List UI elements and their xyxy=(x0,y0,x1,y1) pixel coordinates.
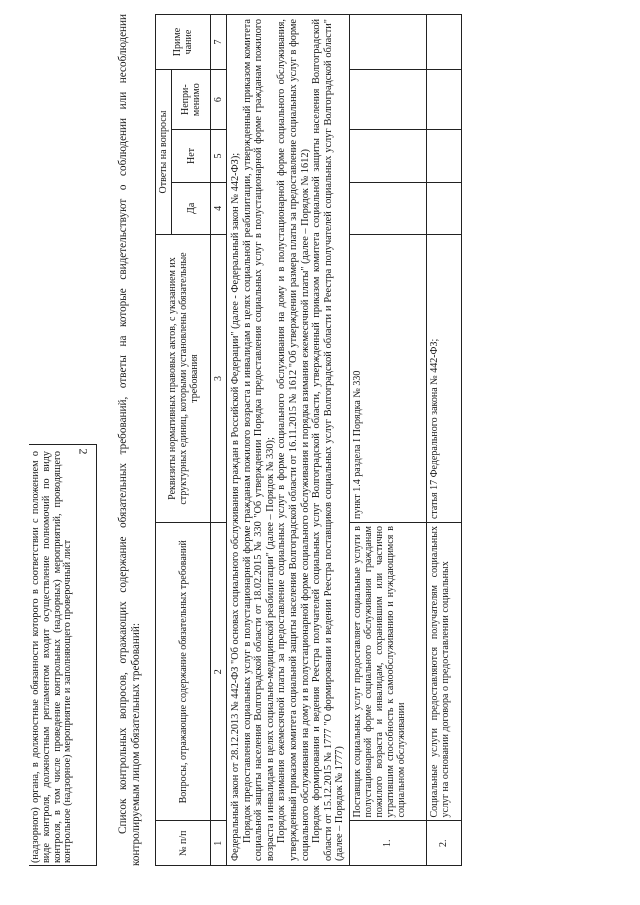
legal-basis-paragraph: Порядок предоставления социальных услуг в полустационарной форме гражданам пожилого возраста и инвалидам в целях социальной реабилитации, утвержденный приказом комитета социальной защиты населения Волгоградской области от 18.02.2015 № 330 "Об утверждении Порядка предоставления социальных услуг в полустационарной форме гражданам пожилого возраста и инвалидам в целях социально-медицинской реабилитации" (далее – Порядок № 330); xyxy=(241,19,276,861)
col-number: 5 xyxy=(211,130,227,182)
merged-legal-basis-row xyxy=(227,15,350,866)
answer-no-cell[interactable] xyxy=(426,130,461,182)
table-row xyxy=(426,15,461,866)
legal-basis-paragraph: Порядок взимания ежемесячной платы за предоставление социальных услуг в форме социального обслуживания на дому и в полустационарной форме социального обслуживания, утвержденный приказом комитета социальной защиты населения Волгоградской области от 16.11.2015 № 1612 "Об утверждении размера платы за предоставление социальных услуг в форме социального обслуживания на дому и в полустационарной форме социального обслуживания и порядка взимания ежемесячной платы" (далее – Порядок № 1612) xyxy=(276,19,311,861)
table-row xyxy=(349,15,426,866)
header-row xyxy=(156,15,172,866)
previous-table-fragment xyxy=(29,444,97,866)
legal-basis-paragraph: Порядок формирования и ведения Реестра получателей социальных услуг Волгоградской области, утвержденный приказом комитета социальной защиты населения Волгоградской области от 15.12.2015 № 1777 "О формировании и ведении Реестра поставщиков социальных услуг Волгоградской области и Реестра получателей социальных услуг Волгоградской области" (далее – Порядок № 1777) xyxy=(311,19,346,861)
row-requisite: статья 17 Федерального закона № 442-ФЗ; xyxy=(426,235,461,523)
header-not-applicable: Непри-менимо xyxy=(172,70,211,130)
intro-paragraph: Список контрольных вопросов, отражающих содержание обязательных требований, ответы на которые свидетельствуют о соблюдении или несоблюдении контролируемым лицом обязательных требований: xyxy=(117,14,142,866)
col-number: 4 xyxy=(211,182,227,234)
header-no-answer: Нет xyxy=(172,130,211,182)
header-answers: Ответы на вопросы xyxy=(156,70,172,235)
row-question: Социальные услуги предоставляются получателям социальных услуг на основании договора о предоставлении социальных xyxy=(426,523,461,821)
checklist-table xyxy=(155,14,462,866)
answer-yes-cell[interactable] xyxy=(426,182,461,234)
page-number: 2 xyxy=(76,448,91,455)
header-no: № п/п xyxy=(156,821,211,866)
header-yes: Да xyxy=(172,182,211,234)
col-number: 6 xyxy=(211,70,227,130)
row-number: 2. xyxy=(426,821,461,866)
legal-basis-paragraph: Федеральный закон от 28.12.2013 № 442-ФЗ "Об основах социального обслуживания граждан в Российской Федерации" (далее - Федеральный закон № 442-ФЗ); xyxy=(230,152,241,861)
header-questions: Вопросы, отражающие содержание обязательных требований xyxy=(156,523,211,821)
answer-na-cell[interactable] xyxy=(349,70,426,130)
answer-yes-cell[interactable] xyxy=(349,182,426,234)
legal-basis-cell xyxy=(227,15,350,866)
row-question: Поставщик социальных услуг предоставляет социальные услуги в полустационарной форме социального обслуживания гражданам пожилого возраста и инвалидам, сохранившим или частично утратившим способность к самообслуживанию и нуждающимся в социальном обслуживании xyxy=(349,523,426,821)
answer-na-cell[interactable] xyxy=(426,70,461,130)
row-number: 1. xyxy=(349,821,426,866)
col-number: 7 xyxy=(211,15,227,70)
header-note: Приме чание xyxy=(156,15,211,70)
note-cell[interactable] xyxy=(426,15,461,70)
note-cell[interactable] xyxy=(349,15,426,70)
answer-no-cell[interactable] xyxy=(349,130,426,182)
column-number-row xyxy=(211,15,227,866)
row-requisite: пункт 1.4 раздела I Порядка № 330 xyxy=(349,235,426,523)
header-requisites: Реквизиты нормативных правовых актов, с указанием их структурных единиц, которыми установлены обязательные требования xyxy=(156,235,211,523)
col-number: 1 xyxy=(211,821,227,866)
col-number: 3 xyxy=(211,235,227,523)
col-number: 2 xyxy=(211,523,227,821)
fragment-text: (надзорного) органа, в должностные обязанности которого в соответствии с положением о виде контроля, должностным регламентом входит осуществление полномочий по виду контроля, в том числе проведение контрольных (надзорных) мероприятий, проводящего контрольное (надзорное) мероприятие и заполняющего проверочный лист xyxy=(30,451,74,863)
rotated-page-content xyxy=(29,14,604,866)
